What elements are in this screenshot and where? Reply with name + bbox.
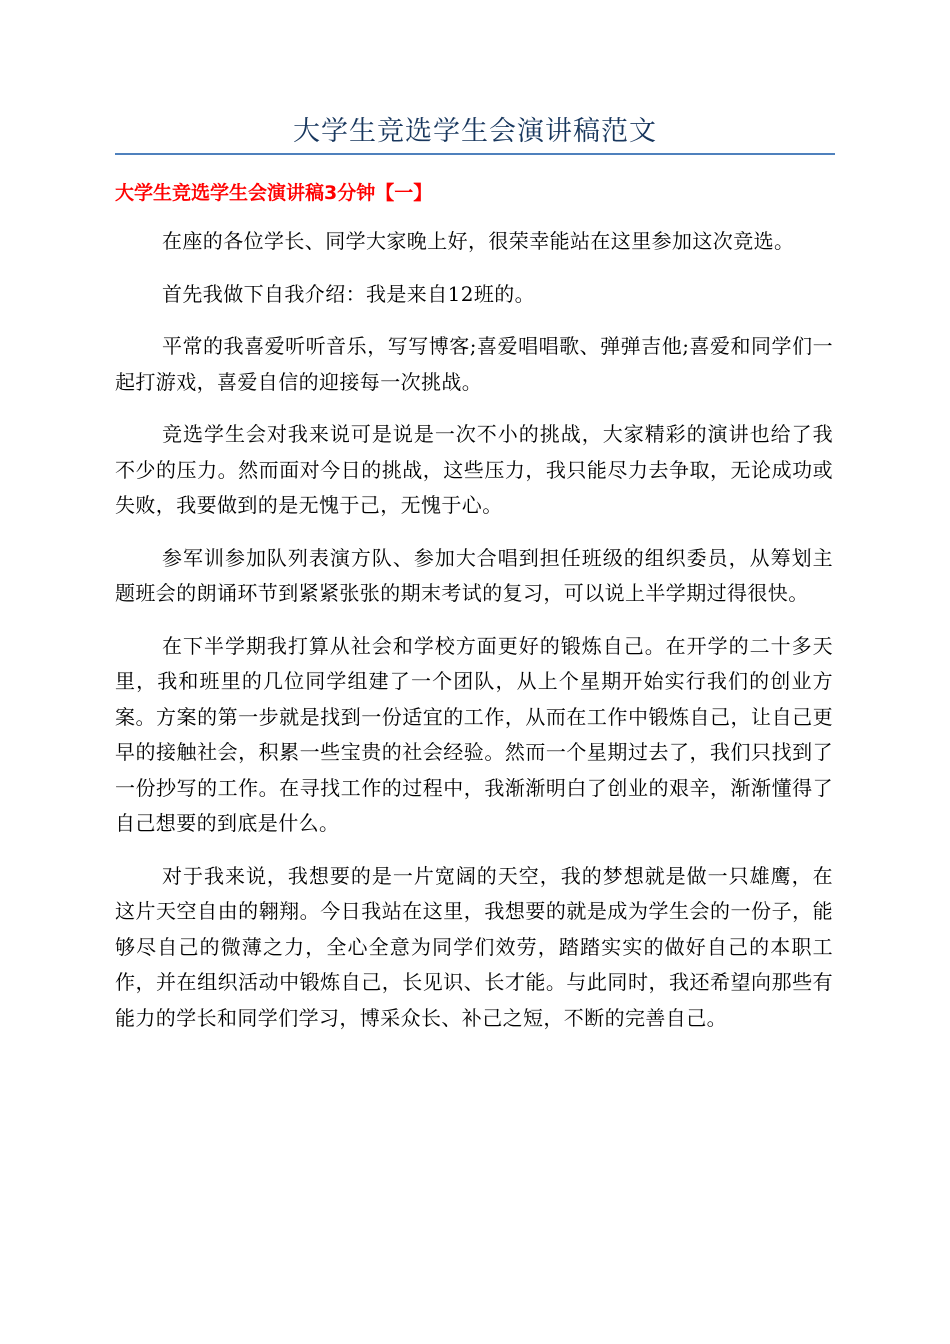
- section-heading: 大学生竞选学生会演讲稿3分钟【一】: [115, 182, 433, 204]
- document-title: 大学生竞选学生会演讲稿范文: [293, 116, 657, 147]
- paragraph-first-semester: 参军训参加队列表演方队、参加大合唱到担任班级的组织委员，从筹划主题班会的朗诵环节到紧紧张张的期末考试的复习，可以说上半学期过得很快。: [115, 545, 833, 605]
- paragraph-aspiration: 对于我来说，我想要的是一片宽阔的天空，我的梦想就是做一只雄鹰，在这片天空自由的翱翔。今日我站在这里，我想要的就是成为学生会的一份子，能够尽自己的微薄之力，全心全意为同学们效劳，踏踏实实的做好自己的本职工作，并在组织活动中锻炼自己，长见识、长才能。与此同时，我还希望向那些有能力的学长和同学们学习，博采众长、补己之短，不断的完善自己。: [115, 863, 833, 1030]
- paragraph-introduction: 首先我做下自我介绍：我是来自12班的。: [162, 281, 536, 306]
- paragraph-challenge: 竞选学生会对我来说可是说是一次不小的挑战，大家精彩的演讲也给了我不少的压力。然而面对今日的挑战，这些压力，我只能尽力去争取，无论成功或失败，我要做到的是无愧于己，无愧于心。: [115, 422, 833, 517]
- paragraph-second-semester: 在下半学期我打算从社会和学校方面更好的锻炼自己。在开学的二十多天里，我和班里的几位同学组建了一个团队，从上个星期开始实行我们的创业方案。方案的第一步就是找到一份适宜的工作，从而在工作中锻炼自己，让自己更早的接触社会，积累一些宝贵的社会经验。然而一个星期过去了，我们只找到了一份抄写的工作。在寻找工作的过程中，我渐渐明白了创业的艰辛，渐渐懂得了自己想要的到底是什么。: [115, 633, 833, 835]
- document-body: [115, 224, 833, 1053]
- title-divider: [115, 153, 835, 155]
- paragraph-hobbies: 平常的我喜爱听听音乐，写写博客;喜爱唱唱歌、弹弹吉他;喜爱和同学们一起打游戏，喜爱自信的迎接每一次挑战。: [115, 334, 833, 394]
- paragraph-greeting: 在座的各位学长、同学大家晚上好，很荣幸能站在这里参加这次竞选。: [162, 229, 795, 253]
